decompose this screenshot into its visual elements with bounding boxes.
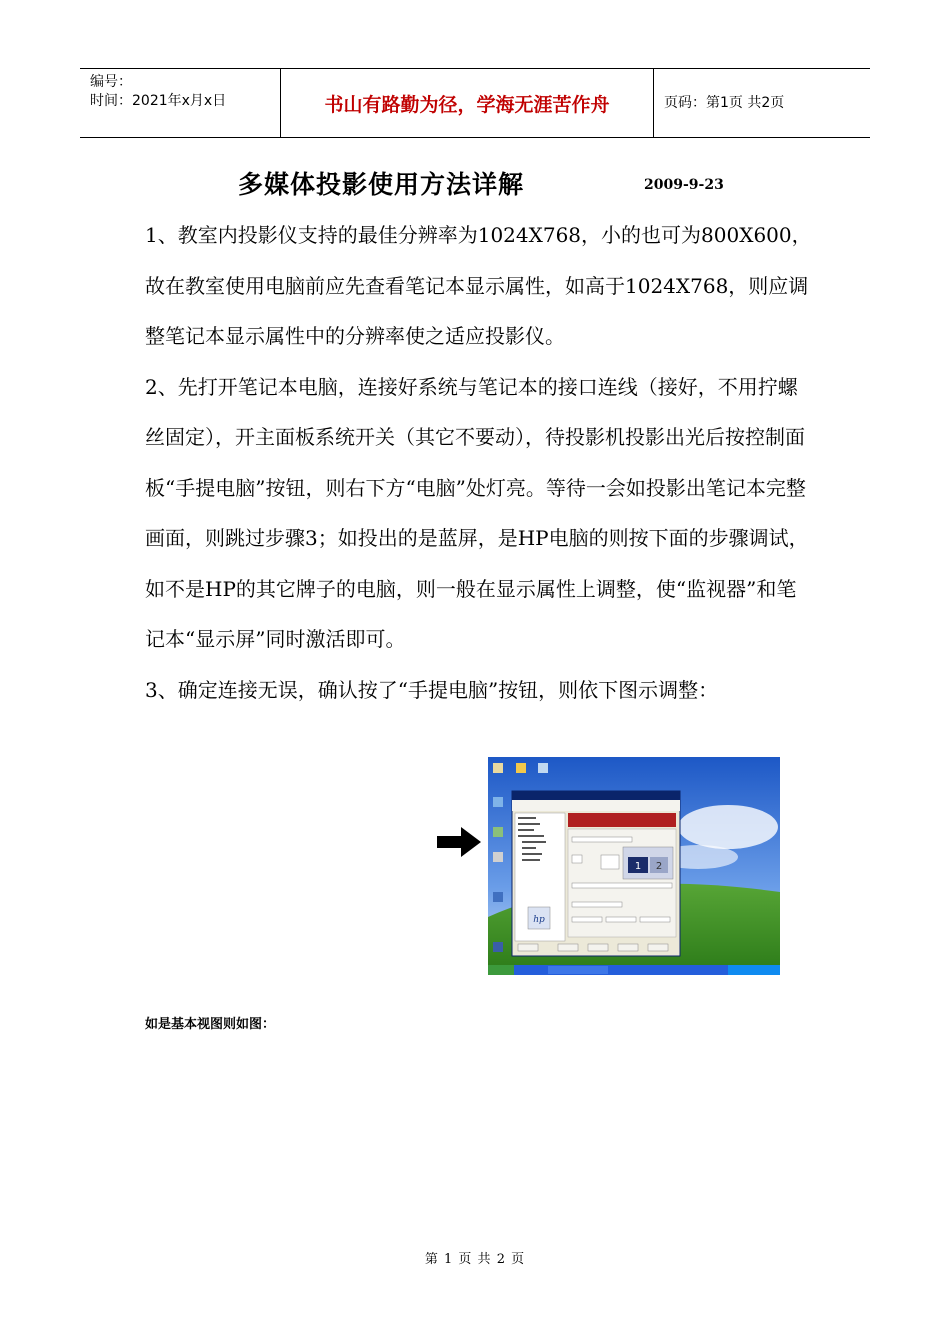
hp-logo: hp [533, 915, 545, 925]
header-left-cell [80, 69, 281, 137]
header-motto-cell [281, 69, 654, 137]
monitor-2-label: 2 [655, 861, 663, 872]
page-footer: 第 1 页 共 2 页 [424, 1252, 526, 1267]
document-body [145, 210, 815, 715]
right-arrow-icon [437, 827, 481, 857]
document-date: 2009-9-23 [644, 177, 724, 193]
paragraph-1: 1、教室内投影仪支持的最佳分辨率为1024X768，小的也可为800X600，故在教室使用电脑前应先查看笔记本显示属性，如高于1024X768，则应调整笔记本显示属性中的分辨率使之适应投影仪。 [145, 223, 812, 348]
embedded-screenshot [488, 757, 780, 975]
number-label: 编号： [90, 74, 132, 90]
time-label: 时间：2021年x月x日 [90, 93, 227, 109]
motto: 书山有路勤为径，学海无涯苦作舟 [324, 93, 610, 116]
paragraph-2: 2、先打开笔记本电脑，连接好系统与笔记本的接口连线（接好，不用拧螺丝固定），开主面板系统开关（其它不要动），待投影机投影出光后按控制面板“手提电脑”按钮，则右下方“电脑”处灯亮。等待一会如投影出笔记本完整画面，则跳过步骤3；如投出的是蓝屏，是HP电脑的则按下面的步骤调试，如不是HP的其它牌子的电脑，则一般在显示属性上调整，使“监视器”和笔记本“显示屏”同时激活即可。 [145, 374, 809, 651]
header-table [80, 68, 870, 138]
desktop-image [488, 757, 780, 975]
document-title: 多媒体投影使用方法详解 [238, 170, 525, 199]
paragraph-3: 3、确定连接无误，确认按了“手提电脑”按钮，则依下图示调整： [145, 677, 719, 702]
basic-view-note: 如是基本视图则如图： [145, 1017, 276, 1032]
header-page-cell [654, 69, 870, 137]
monitor-1-label: 1 [634, 861, 642, 872]
page-info: 页码：第1页 共2页 [664, 94, 785, 111]
